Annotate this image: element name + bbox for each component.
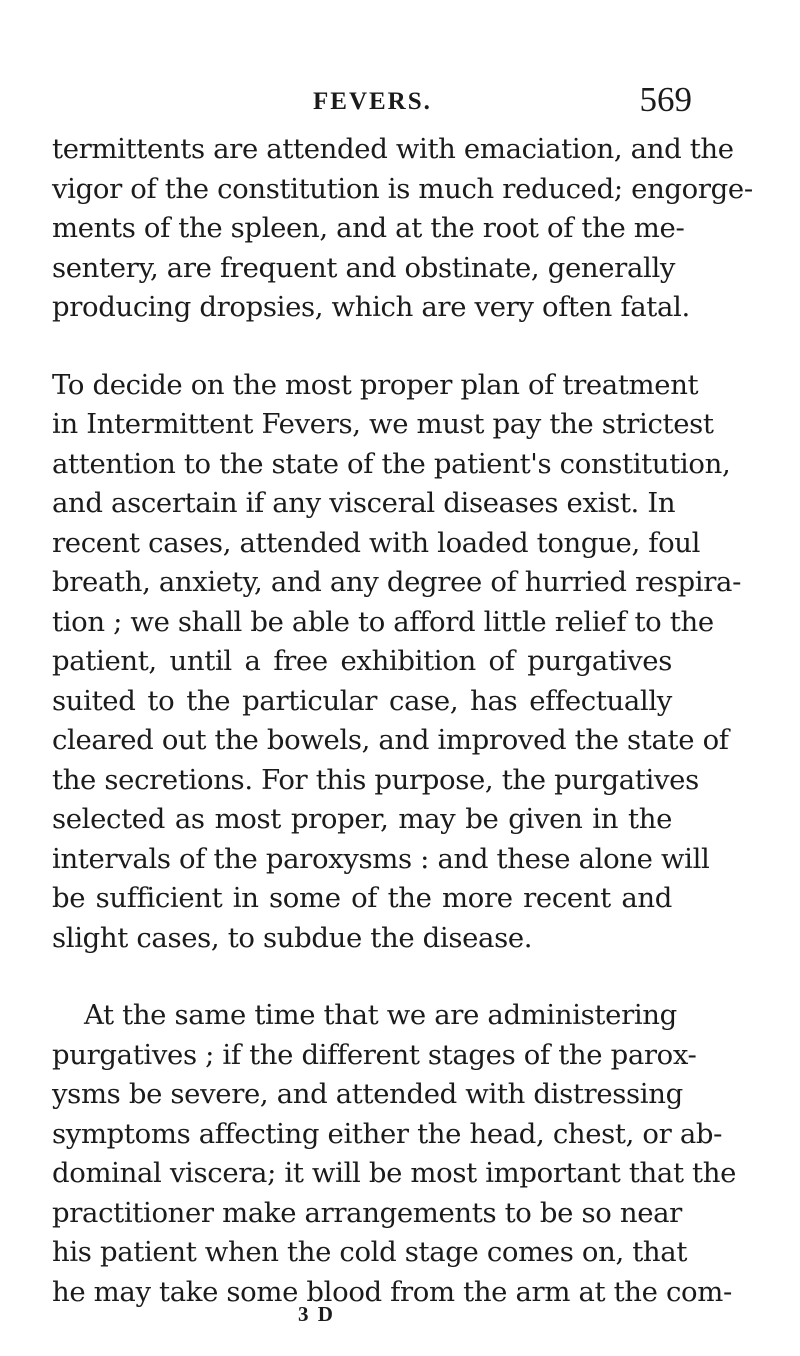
body-text — [52, 130, 753, 1312]
text-line: his patient when the cold stage comes on, that — [52, 1236, 688, 1268]
text-line: termittents are attended with emaciation, and the — [52, 133, 734, 165]
paragraph-gap — [52, 958, 672, 996]
text-line: selected as most proper, may be given in the — [52, 803, 672, 835]
text-line: be sufficient in some of the more recent and — [52, 882, 672, 914]
text-line: tion ; we shall be able to afford little relief to the — [52, 605, 714, 638]
text-line: in Intermittent Fevers, we must pay the strictest — [52, 408, 714, 440]
text-line: purgatives ; if the different stages of the parox- — [52, 1038, 697, 1071]
running-head-title: FEVERS. — [313, 88, 432, 115]
text-line: producing dropsies, which are very often fatal. — [52, 291, 690, 323]
text-line: cleared out the bowels, and improved the state of — [52, 724, 729, 756]
text-line: attention to the state of the patient's constitution, — [52, 447, 731, 480]
text-line: vigor of the constitution is much reduced; engorge- — [52, 172, 753, 205]
text-line: intervals of the paroxysms : and these alone will — [52, 842, 710, 875]
text-line: sentery, are frequent and obstinate, generally — [52, 251, 676, 284]
text-line: and ascertain if any visceral diseases exist. In — [52, 487, 676, 519]
page-number: 569 — [639, 80, 692, 119]
text-line: At the same time that we are administering — [84, 999, 677, 1031]
text-line: recent cases, attended with loaded tongue, foul — [52, 526, 701, 559]
text-line: he may take some blood from the arm at the com- — [52, 1275, 732, 1308]
text-line: practitioner make arrangements to be so near — [52, 1196, 682, 1229]
signature-mark: 3 D — [298, 1302, 335, 1326]
text-line: slight cases, to subdue the disease. — [52, 921, 533, 954]
text-line: To decide on the most proper plan of treatment — [52, 368, 699, 401]
text-line: ments of the spleen, and at the root of the me- — [52, 212, 685, 244]
text-line: symptoms affecting either the head, chest, or ab- — [52, 1117, 723, 1150]
running-head — [52, 80, 692, 124]
text-line: suited to the particular case, has effectually — [52, 684, 672, 717]
text-line: dominal viscera; it will be most important that the — [52, 1157, 737, 1189]
text-line: patient, until a free exhibition of purgatives — [52, 645, 672, 677]
paragraph-gap — [52, 328, 672, 366]
text-line: ysms be severe, and attended with distressing — [52, 1078, 683, 1110]
text-line: the secretions. For this purpose, the purgatives — [52, 763, 699, 796]
text-line: breath, anxiety, and any degree of hurried respira- — [52, 566, 742, 598]
